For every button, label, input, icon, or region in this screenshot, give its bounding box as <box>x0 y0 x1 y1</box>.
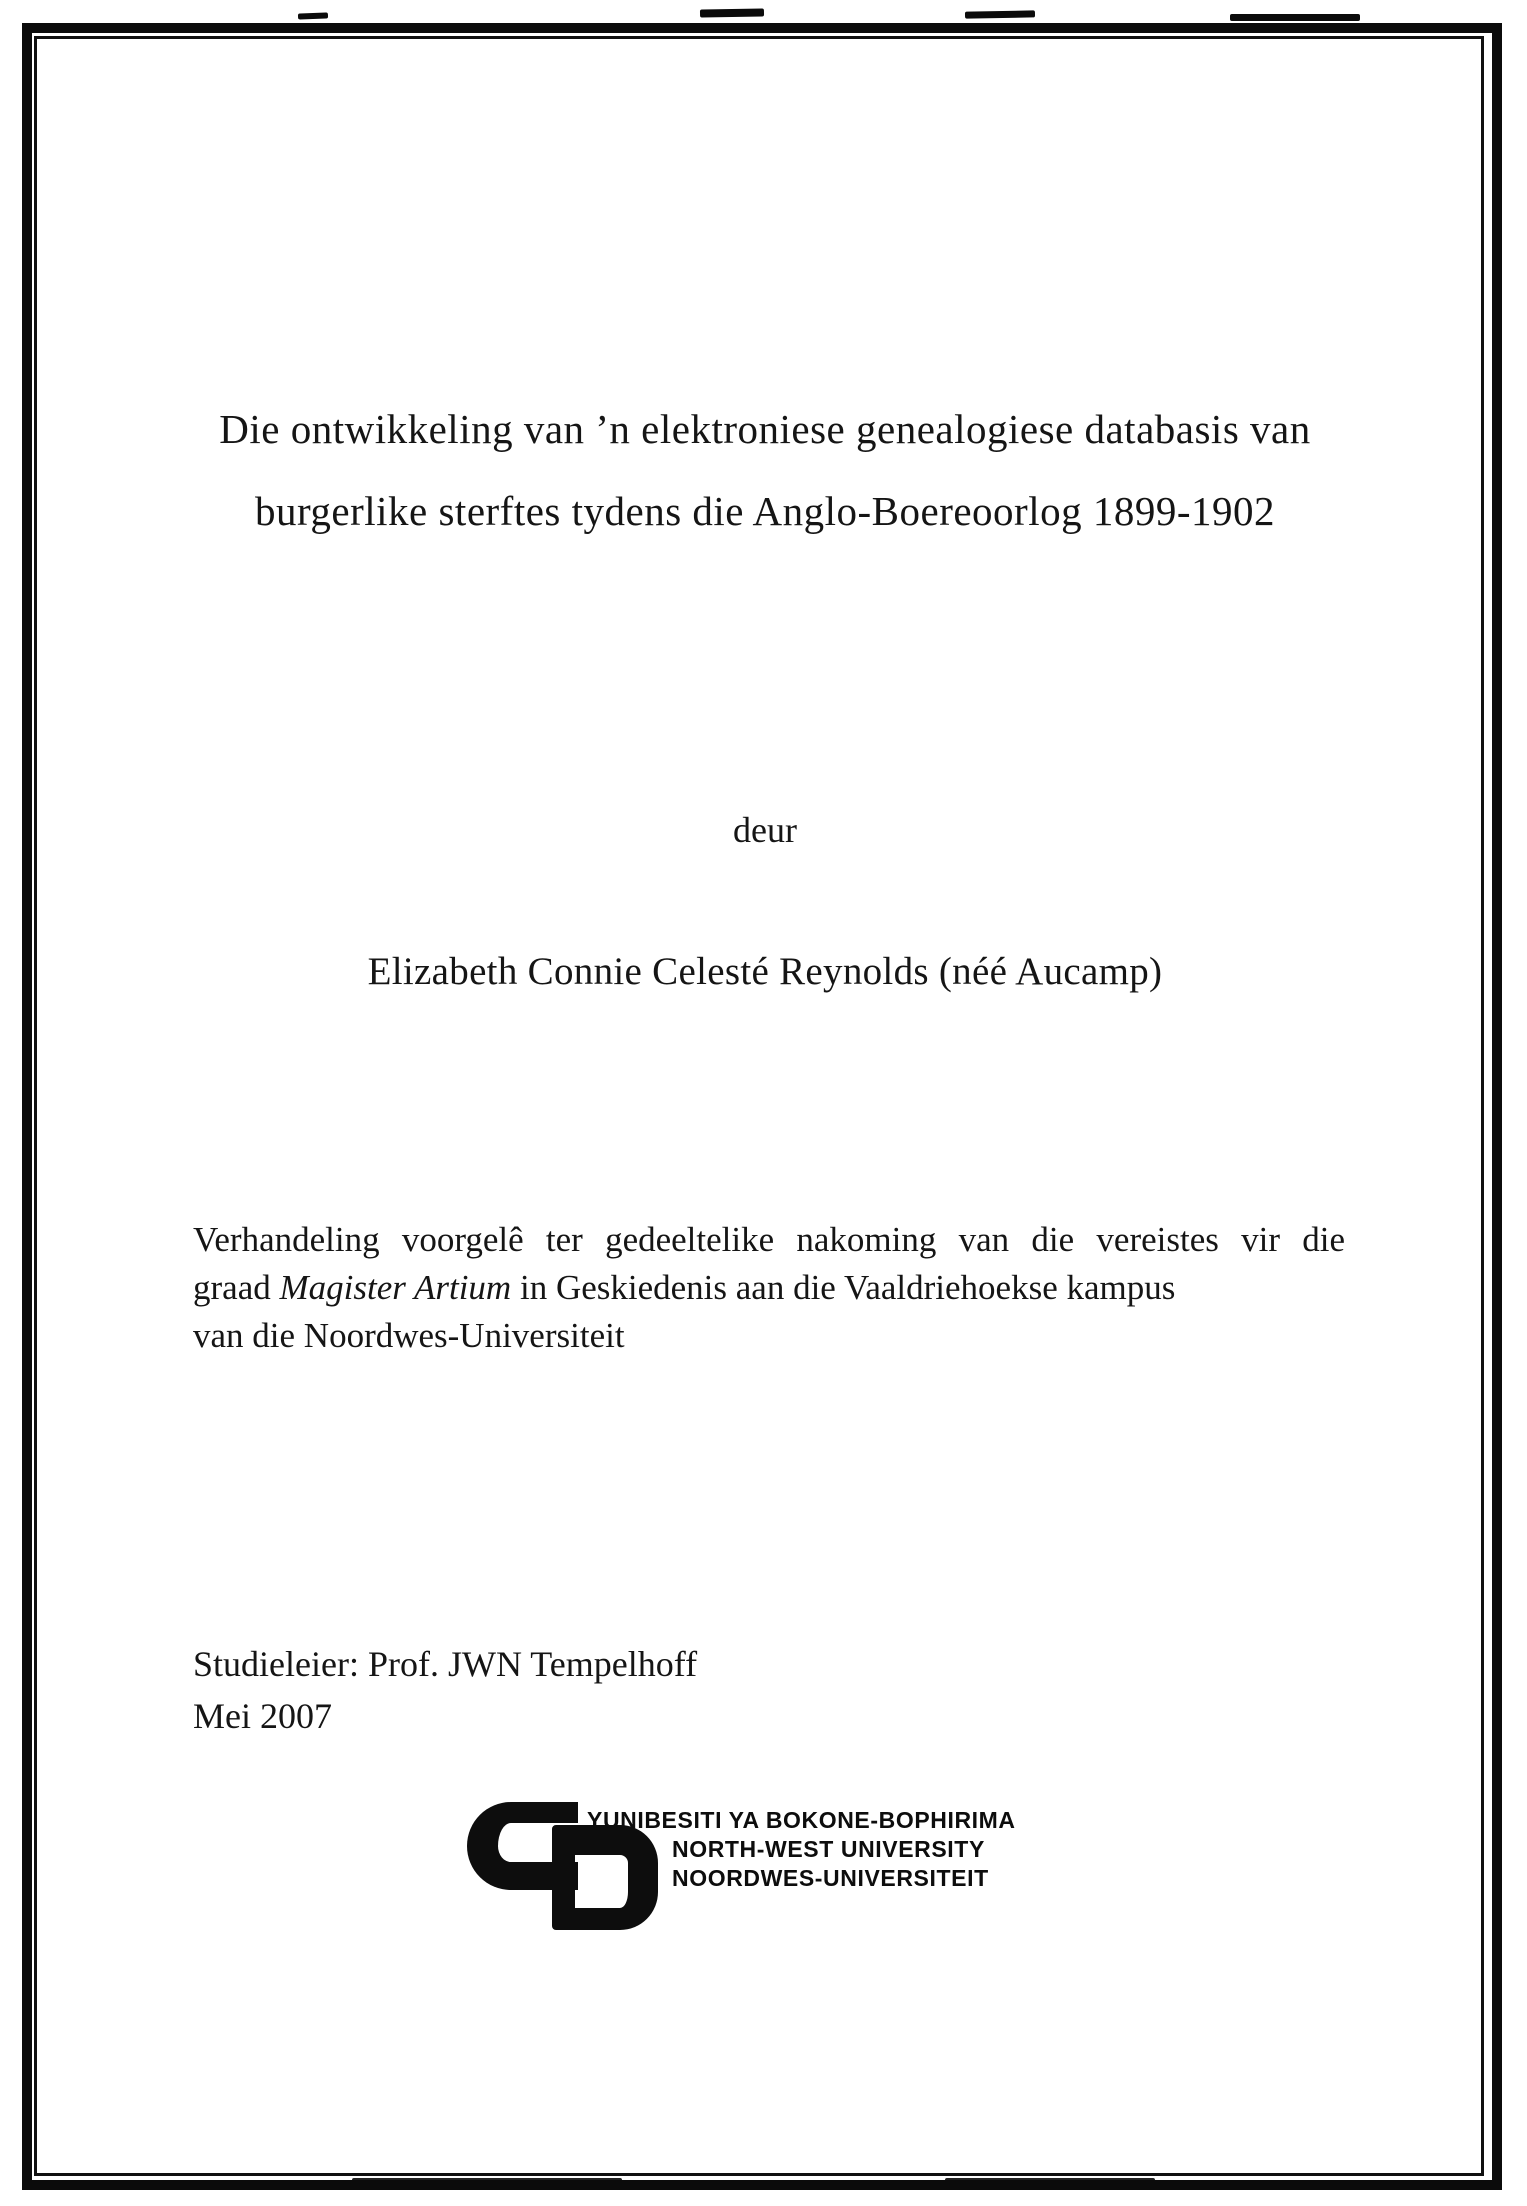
degree-statement-line3: van die Noordwes-Universiteit <box>193 1316 625 1355</box>
scan-artifact <box>298 12 328 19</box>
degree-statement-line2-suffix: in Geskiedenis aan die Vaaldriehoekse kampus <box>511 1268 1176 1307</box>
byline-deur: deur <box>733 810 797 850</box>
degree-statement-line1: Verhandeling voorgelê ter gedeeltelike nakoming van die vereistes vir die <box>193 1220 1345 1259</box>
supervisor-block <box>193 1638 1345 1742</box>
author-name: Elizabeth Connie Celesté Reynolds (néé Aucamp) <box>367 950 1163 993</box>
thesis-title-line1: Die ontwikkeling van ’n elektroniese genealogiese databasis van <box>219 406 1311 452</box>
logo-line-setswana: YUNIBESITI YA BOKONE-BOPHIRIMA <box>587 1807 1016 1833</box>
degree-statement-line2-prefix: graad <box>193 1268 280 1307</box>
supervisor-line: Studieleier: Prof. JWN Tempelhoff <box>193 1644 698 1684</box>
logo-line-english: NORTH-WEST UNIVERSITY <box>672 1836 985 1862</box>
degree-name-italic: Magister Artium <box>279 1268 512 1307</box>
degree-statement <box>193 1216 1345 1360</box>
scan-artifact <box>1230 14 1360 21</box>
scan-artifact <box>965 10 1035 18</box>
scan-artifact <box>700 8 764 17</box>
logo-line-afrikaans: NOORDWES-UNIVERSITEIT <box>672 1865 989 1891</box>
nwu-logo-text <box>587 1806 1016 1893</box>
nwu-logo <box>467 1798 1027 1948</box>
thesis-title <box>170 388 1360 552</box>
date-line: Mei 2007 <box>193 1696 332 1736</box>
degree-statement-line2 <box>193 1264 1345 1312</box>
thesis-title-line2: burgerlike sterftes tydens die Anglo-Boereoorlog 1899-1902 <box>254 488 1275 534</box>
